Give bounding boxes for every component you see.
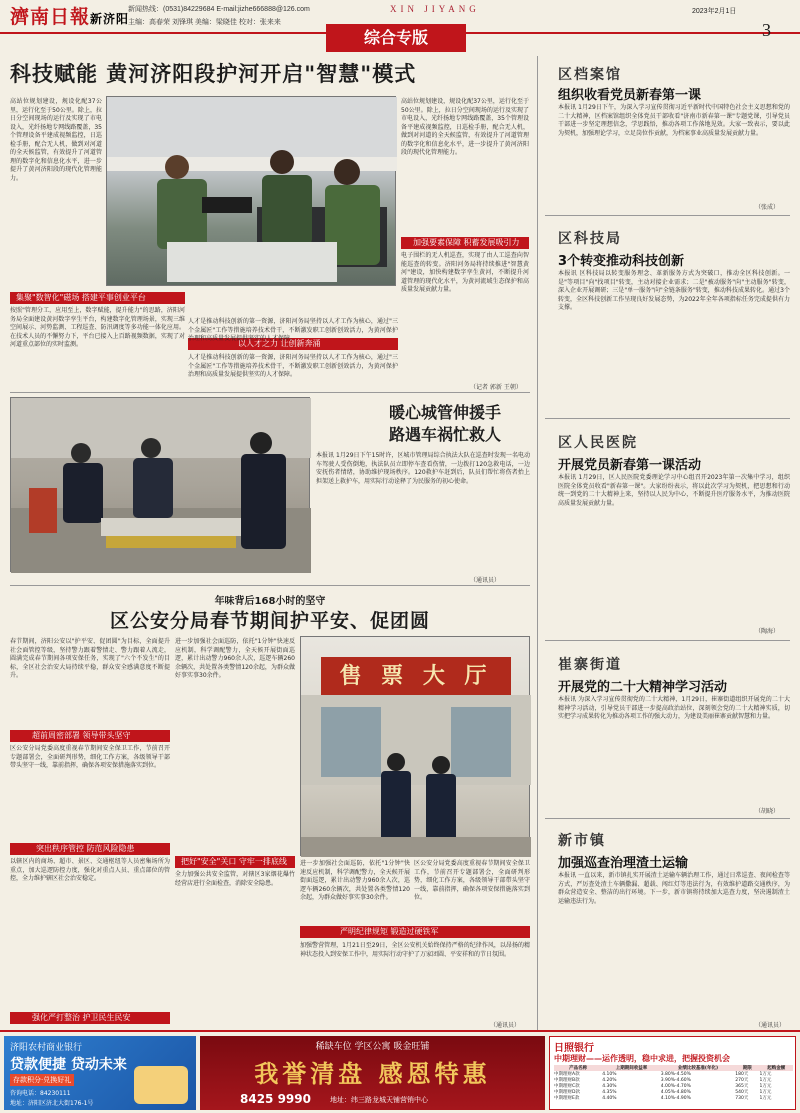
sidebar-body-3: 本报讯 1月29日，区人民医院党委理论学习中心组召开2023年第一次集中学习，组织医院全体党员收看"新春第一课"。大家纷纷表示，将以此次学习为契机，把思想和行动统一到党的二十大精神上来，坚持以人民为中心，不断提升医疗服务水平，为推动医院高质量发展贡献力量。 <box>558 474 790 507</box>
rescue-headline-1: 暖心城管伸援手 <box>388 403 501 422</box>
table-cell: 4.40% <box>602 1095 617 1101</box>
police-subhead-2: 突出秩序管控 防范风险隐患 <box>10 843 170 855</box>
lead-body-2: 按照"管理分工，应用至上，数字赋能，提升能力"的思路，济阳河务局全面建设黄河数字孪生平台，构建数字化管理场景，实现三维空间展示、河势监测、工程巡查、防汛调度等多功能一体化应用。在技术人员的不懈努力下，平台已接入上百路视频数据，实现了对河道重点部位的实时监测。 <box>10 307 185 348</box>
estate-top: 稀缺车位 学区公寓 吸金旺铺 <box>315 1042 430 1052</box>
divider <box>545 640 790 641</box>
sidebar-kicker-5: 新市镇 <box>558 833 606 849</box>
police-body-6: 加强警营管理，1月21日至29日，全区公安机关始终保持严格的纪律作风，以昂扬的精神状态投入到安保工作中，用实际行动守护了万家团圆、平安祥和的节日氛围。 <box>300 942 530 958</box>
sidebar-body-4: 本报讯 为深入学习宣传贯彻党的二十大精神，1月29日，崔寨街道组织开展党的二十大精神学习活动，引导党员干部进一步提高政治站位，深刻领会党的二十大精神实质，切实把学习成果转化为推动各项工作的强大动力，为建设美丽崔寨贡献智慧和力量。 <box>558 696 790 720</box>
table-cell: 1万元 <box>759 1084 772 1089</box>
sidebar-author-4: （胡晓） <box>755 808 780 815</box>
column-divider <box>537 56 538 1030</box>
bank1-name: 济阳农村商业银行 <box>10 1043 83 1053</box>
police-subhead-4: 把好"安全"关口 守牢一排底线 <box>175 856 295 868</box>
ads-divider <box>0 1030 800 1032</box>
lead-photo <box>106 96 396 286</box>
police-subhead-3: 强化严打整治 护卫民生民安 <box>10 1012 170 1024</box>
police-body-3: 以辖区内的商场、超市、景区、交通枢纽等人员密集场所为重点，加大巡逻防控力度，强化对重点人员、重点部位的管控，全力维护辖区社会治安稳定。 <box>10 858 170 882</box>
lead-photo-illustration <box>107 97 397 287</box>
table-cell: 4.05%-4.80% <box>660 1089 691 1095</box>
bank2-th: 起购金额 <box>767 1066 786 1071</box>
hotline-text: 新闻热线：(0531)84229684 E-mail:jizhe666888@126.com <box>128 6 310 13</box>
sidebar-title-1: 组织收看党员新春第一课 <box>558 88 702 103</box>
staff-text: 主编：高春荣 刘锋琪 美编：梁晓佳 校对：张来来 <box>128 19 281 26</box>
police-headline: 区公安分局春节期间护平安、促团圆 <box>109 610 430 632</box>
sidebar-title-2: 3个转变推动科技创新 <box>558 254 685 269</box>
rescue-photo <box>10 397 310 572</box>
estate-main: 我誉清盘 感恩特惠 <box>254 1059 491 1088</box>
divider <box>10 585 530 586</box>
edition-label: XIN JIYANG <box>390 4 480 14</box>
bank2-th: 产品名称 <box>569 1066 588 1071</box>
lead-body-4: 电子围栏的无人机巡查，实现了由人工巡查向智能巡查的转变。济阳河务局将持续推进"智慧黄河"建设，加快构建数字孪生黄河，不断提升河道管理的现代化水平，为黄河流域生态保护和高质量发展贡献力量。 <box>401 252 529 293</box>
police-subhead-5: 严明纪律规矩 锻造过硬铁军 <box>300 926 530 938</box>
table-cell: 中期理财B款 <box>554 1078 580 1083</box>
bank2-name: 日照银行 <box>554 1043 594 1054</box>
ticket-hall-sign: 售 票 大 厅 <box>339 663 493 689</box>
table-cell: 540天 <box>735 1090 749 1095</box>
sidebar-author-1: （张成） <box>755 204 780 211</box>
table-cell: 中期理财D款 <box>554 1090 580 1095</box>
table-cell: 中期理财A款 <box>554 1072 580 1077</box>
divider <box>545 818 790 819</box>
police-body-6b: 区公安分局党委高度重视春节期间安全保卫工作，节前召开专题部署会，全面研判形势，细化工作方案，各级领导干部带头坚守一线，靠前指挥，确保各项安保措施落实到位。 <box>414 860 530 901</box>
table-cell: 1万元 <box>759 1096 772 1101</box>
rescue-photo-illustration <box>11 398 311 573</box>
bank1-graphic <box>134 1066 188 1104</box>
sidebar-body-5: 本报讯 一直以来，新市镇扎实开展渣土运输车辆治理工作，通过日常巡查、夜间检查等方式，严厉查处渣土车辆撒漏、超载、闯红灯等违法行为，有效维护道路交通秩序，为群众营造安全、整洁的出行环境。下一步，新市镇将持续加大巡查力度，坚决遏制渣土运输违法行为。 <box>558 872 790 905</box>
table-cell: 180天 <box>735 1072 749 1077</box>
sidebar-kicker-3: 区人民医院 <box>558 435 638 451</box>
police-body-6a: 进一步加强社会面巡防，依托"1分钟"快速反应机制，科学调配警力，全天候开展街面巡逻，累计出动警力960余人次，巡逻车辆260余辆次，共处置各类警情120余起，为群众做好事实事30余件。 <box>300 860 410 901</box>
police-photo <box>300 636 530 856</box>
table-row <box>554 1095 793 1101</box>
sidebar-kicker-2: 区科技局 <box>558 231 622 247</box>
lead-body-2b: 人才是推动科技创新的第一资源，济阳河务局坚持以人才工作为核心，通过"三个金属匠"工作等措施培养技术骨干，不断激发职工创新创效活力，为黄河保护治理和高质量发展提供坚实的人才保障。 <box>188 318 398 342</box>
divider <box>545 418 790 419</box>
masthead-info <box>128 3 310 29</box>
table-cell: 1万元 <box>759 1090 772 1095</box>
issue-date: 2023年2月1日 <box>692 8 737 15</box>
lead-body-1: 高站位规划建设，规设化配37公里，运行化至于50公里。除上，拉日分空间现场的运行及实现了市电设入，光纤扬地专网线路覆盖，35个管理设备平建成视频监控，日巡检手册，配合无人机，做到对河道的全天候监管，有效提升了河道管理的数字化和信息化水平，进一步提升了黄河济阳段的现代化管理能力。 <box>10 98 102 182</box>
sidebar-title-3: 开展党员新春第一课活动 <box>558 458 702 473</box>
lead-body-3: 人才是推动科技创新的第一资源，济阳河务局坚持以人才工作为核心，通过"三个金属匠"工作等措施培养技术骨干，不断激发职工创新创效活力，为黄河保护治理和高质量发展提供坚实的人才保障。 <box>188 354 398 378</box>
sidebar-body-1: 本报讯 1月29日下午，为深入学习宣传贯彻习近平新时代中国特色社会主义思想和党的二十大精神，区档案馆组织全体党员干部收看"济南市新春第一课"专题党课，引导党员干部进一步坚定理想信念，学思践悟，推动各项工作落地见效。大家一致表示，要以此为契机，加强理论学习，立足岗位作贡献，为档案事业高质量发展贡献力量。 <box>558 104 790 137</box>
police-body-1: 春节期间，济阳公安以"护平安、促团圆"为目标，全面提升社会面管控等级，坚持警力跟着警情走、警力跟着人流走，圆满完成春节期间各项安保任务，实现了"六个不发生"的目标，全区社会治安大局持续平稳，群众安全感满意度不断提升。 <box>10 638 170 679</box>
estate-ad[interactable] <box>200 1036 545 1110</box>
bank2-th: 业绩比较基准(年化) <box>677 1066 719 1071</box>
bank1-hotline: 咨询电话：84230111 <box>10 1090 71 1097</box>
table-cell: 中期理财C款 <box>554 1084 580 1089</box>
police-kicker: 年味背后168小时的坚守 <box>214 596 326 607</box>
lead-body-4a: 高站位规划建设，规设化配37公里，运行化至于50公里。除上，拉日分空间现场的运行及实现了市电设入，光纤扬地专网线路覆盖，35个管理设备平建成视频监控，日巡检手册，配合无人机，做到对河道的全天候监管，有效提升了河道管理的数字化和信息化水平，进一步提升了黄河济阳段的现代化管理能力。 <box>401 98 529 156</box>
sidebar-kicker-4: 崔寨街道 <box>558 657 622 673</box>
police-body-2: 区公安分局党委高度重视春节期间安全保卫工作，节前召开专题部署会，全面研判形势，细化工作方案，各级领导干部带头坚守一线，靠前指挥，确保各项安保措施落实到位。 <box>10 745 170 769</box>
table-cell: 3.80%-4.50% <box>660 1071 691 1077</box>
lead-author: （记者 郭新 王朝） <box>470 384 522 391</box>
section-title: 综合专版 <box>326 24 466 52</box>
table-cell: 1万元 <box>759 1072 772 1077</box>
table-cell: 270天 <box>735 1078 749 1083</box>
sidebar-title-4: 开展党的二十大精神学习活动 <box>558 680 728 695</box>
bank1-product: 存款积分·兑换好礼 <box>10 1074 74 1086</box>
lead-subhead-1: 集聚"数智化"磁场 搭建平事创业平台 <box>10 292 185 304</box>
divider <box>545 215 790 216</box>
sidebar-author-3: （陶海） <box>755 628 780 635</box>
page-number: 3 <box>762 20 771 40</box>
rescue-body: 本报讯 1月29日下午15时许，区城市管理局综合执法大队在巡查时发现一名电动车驾驶人受伤倒地，执法队员立即停车查看伤情，一边拨打120急救电话，一边安抚伤者情绪，协助维护现场秩序。120救护车赶到后，队员们帮忙将伤者抬上担架送上救护车，用实际行动诠释了为民服务的初心使命。 <box>316 452 530 485</box>
bank1-ad[interactable] <box>4 1036 196 1110</box>
rescue-headline <box>360 402 530 446</box>
bank2-th: 上期期间收益率 <box>615 1066 648 1071</box>
newspaper-logo: 濟南日報新济阳 <box>10 6 130 28</box>
lead-subhead-3: 加强要素保障 积蓄发展吸引力 <box>401 237 529 249</box>
rescue-headline-2: 路遇车祸忙救人 <box>388 425 501 444</box>
table-cell: 4.10% <box>602 1071 617 1077</box>
police-author: （通讯员） <box>490 1022 521 1029</box>
bank2-ad[interactable] <box>549 1036 796 1110</box>
table-cell: 4.00%-4.70% <box>660 1083 691 1089</box>
sidebar-kicker-1: 区档案馆 <box>558 67 622 83</box>
bank2-slogan: 中期理财——运作透明，稳中求进，把握投资机会 <box>554 1054 730 1063</box>
bank1-slogan: 贷款便捷 贷动未来 <box>10 1057 127 1073</box>
divider <box>10 392 530 393</box>
table-cell: 4.20% <box>602 1077 617 1083</box>
table-cell: 4.10%-4.90% <box>660 1095 691 1101</box>
lead-subhead-2: 以人才之力 让创新奔涌 <box>188 338 398 350</box>
bank1-address: 地址：济阳区济北大街176-1号 <box>10 1100 94 1107</box>
table-cell: 4.30% <box>602 1083 617 1089</box>
table-cell: 中期理财E款 <box>554 1096 580 1101</box>
lead-headline: 科技赋能 黄河济阳段护河开启"智慧"模式 <box>10 61 417 86</box>
police-body-4: 进一步加强社会面巡防，依托"1分钟"快速反应机制，科学调配警力，全天候开展街面巡逻，累计出动警力960余人次，巡逻车辆260余辆次，共处置各类警情120余起，为群众做好事实事30余件。 <box>175 638 295 679</box>
sidebar-body-2: 本报讯 区科技局以转变服务理念、革新服务方式为突破口，推动全区科技创新。一是"等项目"向"找项目"转变，主动对接企业需求；二是"被动服务"向"主动服务"转变，深入企业开展调研；三是"单一服务"向"全链条服务"转变，推动科技成果转化。通过3个转变，全区科技创新工作呈现良好发展态势，为2022年全年各项指标任务完成提供有力支撑。 <box>558 270 790 311</box>
police-subhead-1: 超前周密部署 领导带头坚守 <box>10 730 170 742</box>
table-cell: 730天 <box>735 1096 749 1101</box>
sidebar-title-5: 加强巡查治理渣土运输 <box>558 856 689 871</box>
rescue-author: （通讯员） <box>470 577 501 584</box>
police-body-5: 全力加强公共安全监管，对辖区3家烟花爆竹经营店进行全面检查，消除安全隐患。 <box>175 871 295 887</box>
sidebar-author-5: （通讯员） <box>755 1022 786 1029</box>
table-cell: 1万元 <box>759 1078 772 1083</box>
table-cell: 365天 <box>735 1084 749 1089</box>
table-cell: 4.35% <box>602 1089 617 1095</box>
estate-phone: 8425 9990 <box>240 1092 311 1106</box>
table-cell: 3.90%-4.60% <box>660 1077 691 1083</box>
bank2-table <box>554 1065 793 1101</box>
bank2-th: 期限 <box>742 1066 752 1071</box>
estate-address: 地址：纬三路龙城天铺营销中心 <box>330 1096 428 1104</box>
